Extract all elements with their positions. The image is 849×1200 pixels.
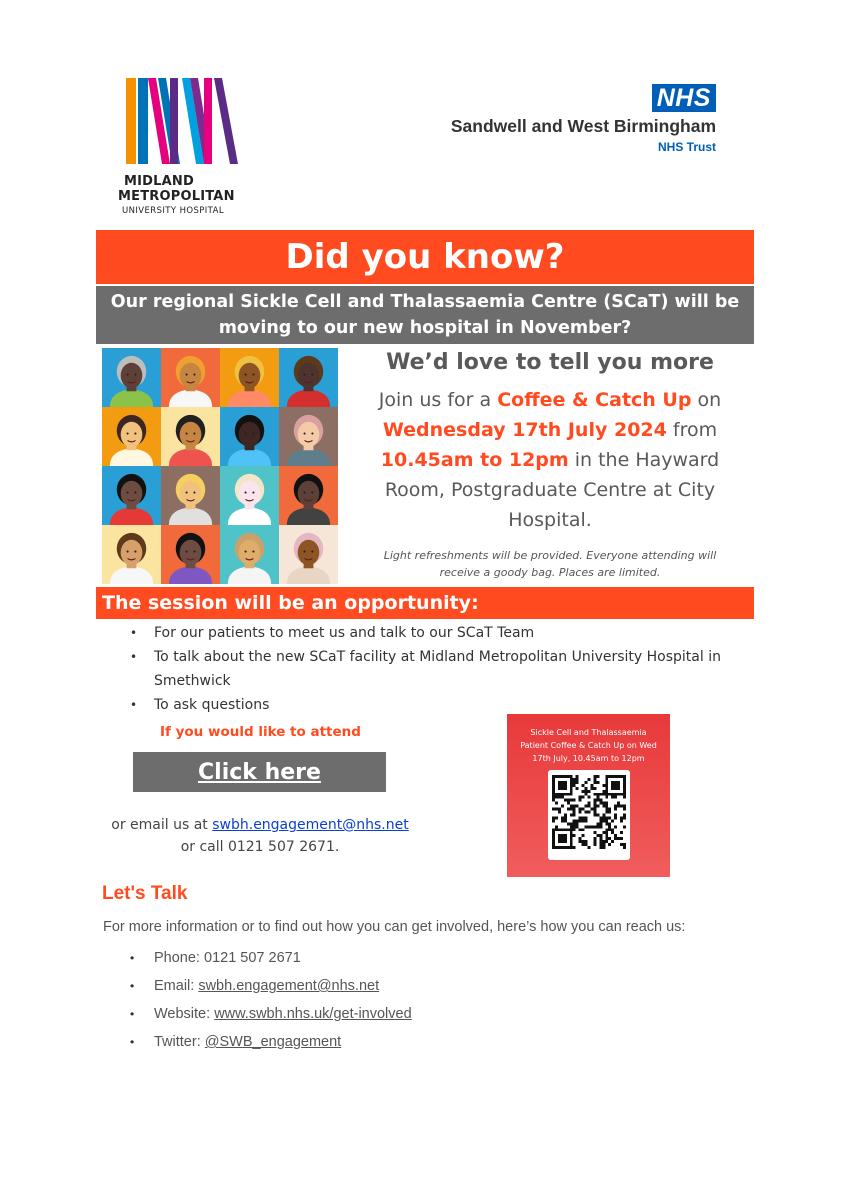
contact-email-link[interactable]: swbh.engagement@nhs.net xyxy=(198,978,380,994)
attend-label: If you would like to attend xyxy=(160,724,361,740)
face-tile xyxy=(220,348,279,407)
event-description xyxy=(350,385,750,535)
did-you-know-title: Did you know? xyxy=(285,237,565,277)
qr-code-icon xyxy=(552,775,626,849)
nhs-badge: NHS xyxy=(652,84,716,112)
lets-talk-heading: Let's Talk xyxy=(102,883,188,904)
website-label: Website: xyxy=(154,1006,215,1022)
session-banner xyxy=(96,587,754,619)
list-item xyxy=(132,972,412,1000)
mmuh-name-line2: METROPOLITAN xyxy=(118,189,235,204)
face-tile xyxy=(279,348,338,407)
list-item xyxy=(132,1028,412,1056)
face-tile xyxy=(220,525,279,584)
faces-illustration xyxy=(102,348,338,584)
list-item xyxy=(132,944,412,972)
face-tile xyxy=(161,466,220,525)
email-link[interactable]: swbh.engagement@nhs.net xyxy=(212,817,409,833)
event-text-4: in the Hayward Room, Postgraduate Centre at City Hospital. xyxy=(384,449,720,531)
face-tile xyxy=(220,407,279,466)
event-date: Wednesday 17th July 2024 xyxy=(382,419,667,441)
list-item: • To talk about the new SCaT facility at Midland Metropolitan University Hospital in Smethwick xyxy=(132,645,752,693)
email-prefix: or email us at xyxy=(111,817,213,833)
face-tile xyxy=(102,525,161,584)
twitter-link[interactable]: @SWB_engagement xyxy=(204,1034,342,1050)
face-tile xyxy=(279,407,338,466)
list-item: • To ask questions xyxy=(132,693,752,717)
click-here-label[interactable]: Click here xyxy=(198,759,321,785)
face-tile xyxy=(161,525,220,584)
subtitle-text: Our regional Sickle Cell and Thalassaemia Centre (SCaT) will be moving to our new hospital in November? xyxy=(110,292,740,338)
nhs-org-name: Sandwell and West Birmingham xyxy=(450,116,716,136)
mmuh-name-line1: MIDLAND xyxy=(124,174,194,189)
contact-lines xyxy=(100,814,420,858)
face-tile xyxy=(279,525,338,584)
face-tile xyxy=(279,466,338,525)
click-here-button[interactable] xyxy=(133,752,386,792)
contact-list xyxy=(132,944,412,1056)
qr-card-title: Sickle Cell and Thalassaemia Patient Coffee & Catch Up on Wed 17th July, 10.45am to 12pm xyxy=(520,728,657,763)
event-text-2: on xyxy=(691,389,722,411)
event-info xyxy=(350,350,750,581)
face-tile xyxy=(220,466,279,525)
session-heading: The session will be an opportunity: xyxy=(102,592,479,614)
face-tile xyxy=(102,348,161,407)
call-line: or call 0121 507 2671. xyxy=(180,839,340,855)
phone-label: Phone: xyxy=(154,950,204,966)
event-heading: We’d love to tell you more xyxy=(386,350,714,375)
event-time: 10.45am to 12pm xyxy=(380,449,569,471)
qr-card xyxy=(507,714,670,877)
face-tile xyxy=(161,407,220,466)
event-text-1: Join us for a xyxy=(378,389,498,411)
lets-talk-intro: For more information or to find out how you can get involved, here’s how you can reach us: xyxy=(103,919,686,935)
refreshments-note: Light refreshments will be provided. Everyone attending will receive a goody bag. Places are limited. xyxy=(383,549,717,579)
website-link[interactable]: www.swbh.nhs.uk/get-involved xyxy=(214,1006,412,1022)
list-item xyxy=(132,1000,412,1028)
face-tile xyxy=(102,466,161,525)
email-label: Email: xyxy=(154,978,199,994)
event-text-3: from xyxy=(666,419,718,441)
mmuh-logo xyxy=(118,78,248,218)
mmuh-name-line3: UNIVERSITY HOSPITAL xyxy=(122,206,224,216)
twitter-label: Twitter: xyxy=(154,1034,205,1050)
qr-code[interactable] xyxy=(548,770,630,860)
mmuh-logo-mark-icon xyxy=(126,78,241,174)
event-name: Coffee & Catch Up xyxy=(497,389,692,411)
subtitle-banner xyxy=(96,286,754,344)
face-tile xyxy=(161,348,220,407)
list-item: • For our patients to meet us and talk to our SCaT Team xyxy=(132,621,752,645)
face-tile xyxy=(102,407,161,466)
phone-number: 0121 507 2671 xyxy=(204,950,301,966)
did-you-know-banner xyxy=(96,230,754,284)
opportunity-list xyxy=(132,621,752,717)
nhs-logo xyxy=(451,84,716,154)
nhs-trust-label: NHS Trust xyxy=(657,140,716,154)
